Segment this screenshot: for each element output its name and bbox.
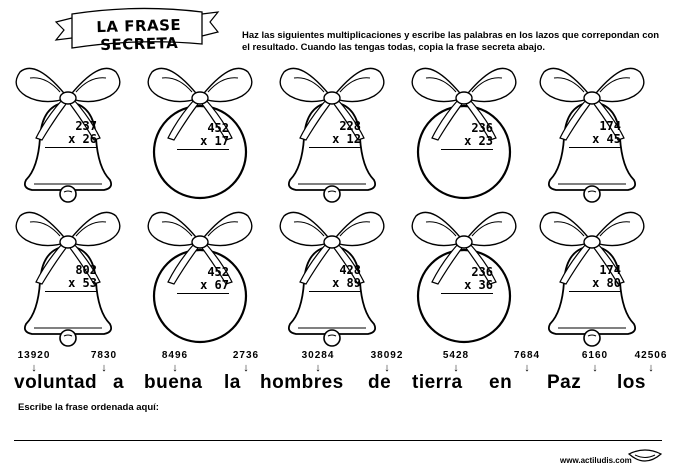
bell-ornament: [270, 202, 394, 370]
instructions: Haz las siguientes multiplicaciones y escribe las palabras en los lazos que correpondan con el resultado. Cuando las tengas todas, copia la frase secreta abajo.: [242, 30, 660, 53]
multiplier: x 89: [332, 276, 361, 290]
multiplier: x 23: [464, 134, 493, 148]
multiplication: [173, 266, 229, 294]
down-arrow-icon: ↓: [592, 362, 598, 374]
result-line: [309, 291, 361, 292]
multiplicand: 228: [339, 119, 361, 133]
result-line: [569, 291, 621, 292]
ball-ornament: [138, 202, 262, 370]
answer-number: 7830: [90, 350, 118, 361]
result-line: [569, 147, 621, 148]
multiplicand: 428: [339, 263, 361, 277]
multiplicand: 236: [471, 121, 493, 135]
multiplicand: 452: [207, 265, 229, 279]
multiplicand: 802: [75, 263, 97, 277]
answer-word: hombres: [260, 372, 344, 393]
page-title: LA FRASE SECRETA: [96, 15, 182, 55]
multiplier: x 67: [200, 278, 229, 292]
down-arrow-icon: ↓: [243, 362, 249, 374]
result-line: [177, 293, 229, 294]
multiplication: [305, 120, 361, 148]
answer-word: la: [224, 372, 241, 393]
answer-word: voluntad: [14, 372, 98, 393]
result-line: [45, 291, 97, 292]
down-arrow-icon: ↓: [315, 362, 321, 374]
answer-word: a: [113, 372, 125, 393]
answer-number: 30284: [301, 350, 335, 361]
answer-word: en: [489, 372, 513, 393]
multiplication: [565, 120, 621, 148]
footer-url: www.actiludis.com: [560, 456, 632, 465]
answer-number: 6160: [581, 350, 609, 361]
multiplicand: 174: [599, 119, 621, 133]
multiplication: [41, 120, 97, 148]
multiplicand: 174: [599, 263, 621, 277]
bell-ornament: [6, 202, 130, 370]
ball-ornament: [138, 58, 262, 226]
multiplier: x 36: [464, 278, 493, 292]
down-arrow-icon: ↓: [384, 362, 390, 374]
answer-word: Paz: [547, 372, 582, 393]
ball-ornament: [402, 202, 526, 370]
result-line: [309, 147, 361, 148]
multiplier: x 53: [68, 276, 97, 290]
answer-word: de: [368, 372, 392, 393]
result-line: [45, 147, 97, 148]
multiplier: x 17: [200, 134, 229, 148]
answer-number: 42506: [634, 350, 668, 361]
answer-line[interactable]: [14, 440, 662, 441]
down-arrow-icon: ↓: [172, 362, 178, 374]
answer-word: buena: [144, 372, 203, 393]
answer-word: los: [617, 372, 646, 393]
result-line: [441, 293, 493, 294]
multiplication: [565, 264, 621, 292]
down-arrow-icon: ↓: [453, 362, 459, 374]
multiplier: x 45: [592, 132, 621, 146]
result-line: [177, 149, 229, 150]
multiplication: [437, 122, 493, 150]
multiplication: [173, 122, 229, 150]
bell-ornament: [6, 58, 130, 226]
multiplicand: 237: [75, 119, 97, 133]
multiplication: [41, 264, 97, 292]
answer-number: 5428: [442, 350, 470, 361]
bell-ornament: [270, 58, 394, 226]
multiplier: x 80: [592, 276, 621, 290]
multiplicand: 236: [471, 265, 493, 279]
answer-number: 8496: [161, 350, 189, 361]
answer-number: 7684: [513, 350, 541, 361]
bell-ornament: [530, 202, 654, 370]
answer-prompt: Escribe la frase ordenada aquí:: [18, 402, 159, 413]
down-arrow-icon: ↓: [648, 362, 654, 374]
multiplication: [437, 266, 493, 294]
answer-number: 38092: [370, 350, 404, 361]
answer-number: 2736: [232, 350, 260, 361]
multiplier: x 26: [68, 132, 97, 146]
multiplier: x 12: [332, 132, 361, 146]
down-arrow-icon: ↓: [31, 362, 37, 374]
multiplication: [305, 264, 361, 292]
multiplicand: 452: [207, 121, 229, 135]
ball-ornament: [402, 58, 526, 226]
down-arrow-icon: ↓: [524, 362, 530, 374]
bell-ornament: [530, 58, 654, 226]
site-logo: [627, 448, 663, 468]
answer-number: 13920: [17, 350, 51, 361]
answer-word: tierra: [412, 372, 463, 393]
result-line: [441, 149, 493, 150]
down-arrow-icon: ↓: [101, 362, 107, 374]
